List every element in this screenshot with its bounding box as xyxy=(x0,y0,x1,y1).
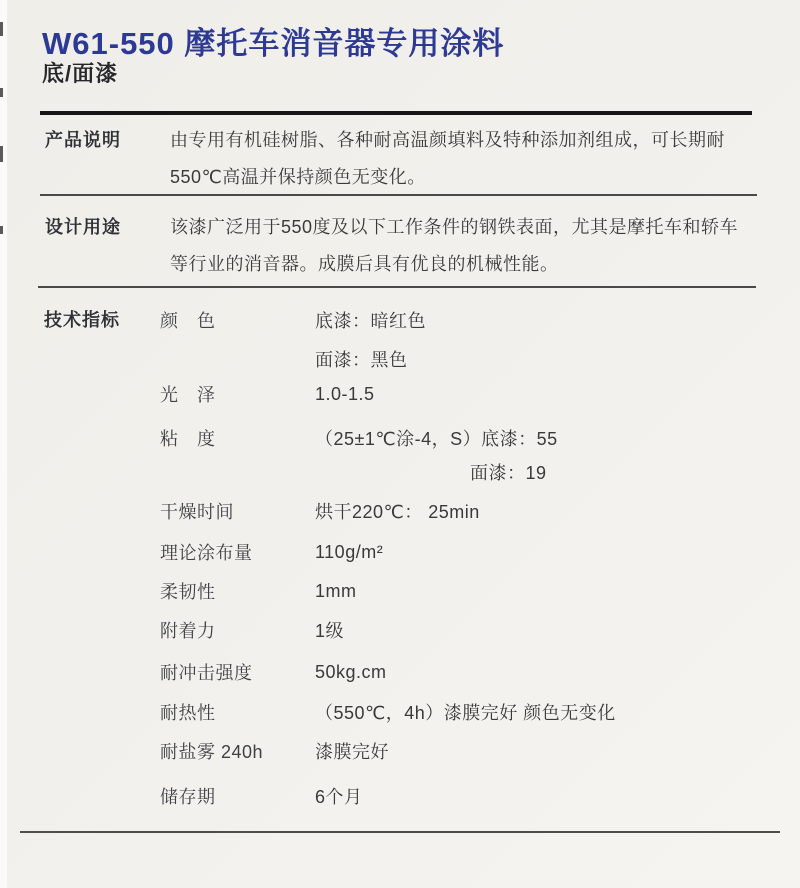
product-title: W61-550 摩托车消音器专用涂料 xyxy=(42,26,505,61)
spec-value: 面漆：19 xyxy=(470,463,547,483)
bottom-divider xyxy=(20,831,780,833)
section-label-technical-specs: 技术指标 xyxy=(44,310,120,330)
section-label-design-purpose: 设计用途 xyxy=(45,217,121,237)
section-text-product-description: 由专用有机硅树脂、各种耐高温颜填料及特种添加剂组成，可长期耐550℃高温并保持颜色无变化。 xyxy=(170,130,725,187)
scan-artifact xyxy=(0,22,3,36)
spec-property: 耐热性 xyxy=(160,703,216,723)
section-text-design-purpose: 该漆广泛用于550度及以下工作条件的钢铁表面，尤其是摩托车和轿车等行业的消音器。成膜后具有优良的机械性能。 xyxy=(170,217,739,274)
scan-artifact xyxy=(0,88,3,97)
spec-row-viscosity-topcoat xyxy=(160,454,780,490)
spec-value: 6个月 xyxy=(315,787,363,807)
spec-value: （550℃，4h）漆膜完好 颜色无变化 xyxy=(315,703,616,723)
spec-row-salt-spray xyxy=(160,733,780,769)
spec-row-drying-time xyxy=(160,493,780,529)
spec-value: 烘干220℃： 25min xyxy=(315,502,480,522)
spec-row-color xyxy=(160,302,780,338)
spec-value: （25±1℃涂-4，S）底漆：55 xyxy=(315,429,558,449)
spec-property: 储存期 xyxy=(160,787,216,807)
spec-property: 理论涂布量 xyxy=(160,543,253,563)
spec-row-flexibility xyxy=(160,573,780,609)
spec-row-coverage xyxy=(160,534,780,570)
spec-property: 颜 色 xyxy=(160,311,216,331)
spec-row-impact-resistance xyxy=(160,654,780,690)
spec-value: 1mm xyxy=(315,580,357,601)
spec-property: 干燥时间 xyxy=(160,502,234,522)
scan-edge xyxy=(0,0,7,888)
spec-value: 50kg.cm xyxy=(315,661,387,682)
scan-artifact xyxy=(0,226,3,234)
spec-value: 漆膜完好 xyxy=(315,742,389,762)
section-label-product-description: 产品说明 xyxy=(45,130,121,150)
spec-value: 1级 xyxy=(315,621,345,641)
section-divider xyxy=(40,194,757,196)
title-divider xyxy=(40,111,752,115)
spec-row-viscosity xyxy=(160,420,780,456)
spec-value: 1.0-1.5 xyxy=(315,383,375,404)
product-subtitle: 底/面漆 xyxy=(42,61,119,86)
scan-artifact xyxy=(0,146,3,162)
spec-value: 110g/m² xyxy=(315,541,384,562)
spec-property: 附着力 xyxy=(160,621,216,641)
section-divider xyxy=(38,286,756,288)
spec-property: 粘 度 xyxy=(160,429,216,449)
spec-row-shelf-life xyxy=(160,778,780,814)
spec-row-heat-resistance xyxy=(160,694,780,730)
spec-property: 耐冲击强度 xyxy=(160,663,253,683)
spec-row-adhesion xyxy=(160,612,780,648)
spec-row-gloss xyxy=(160,376,780,412)
spec-value: 面漆：黑色 xyxy=(315,350,408,370)
spec-property: 耐盐雾 240h xyxy=(160,742,264,762)
spec-row-color-topcoat xyxy=(160,341,780,377)
spec-value: 底漆：暗红色 xyxy=(315,311,426,331)
spec-property: 光 泽 xyxy=(160,385,216,405)
spec-property: 柔韧性 xyxy=(160,582,216,602)
